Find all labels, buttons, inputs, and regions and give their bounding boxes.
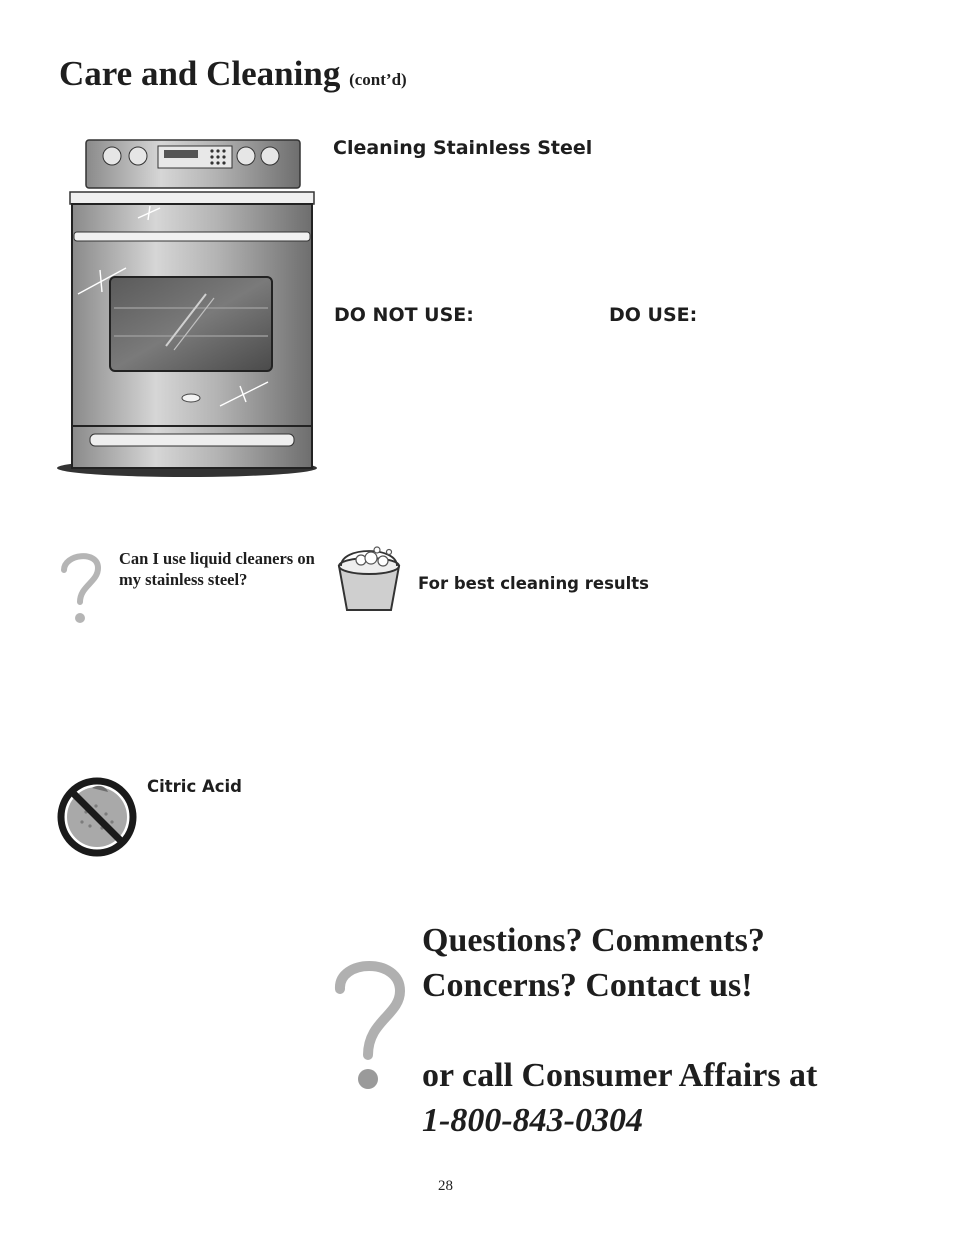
page-title [59, 54, 407, 94]
best-cleaning-results-label: For best cleaning results [418, 574, 649, 593]
do-use-label: DO USE: [609, 304, 698, 326]
no-citrus-icon [56, 776, 138, 858]
page-title-suffix: (cont’d) [349, 70, 407, 89]
question-mark-icon [58, 548, 104, 628]
contact-line-concerns: Concerns? Contact us! [422, 967, 753, 1004]
stainless-steel-heading: Cleaning Stainless Steel [333, 137, 593, 159]
question-mark-icon [330, 955, 408, 1093]
page-title-text: Care and Cleaning [59, 54, 341, 93]
contact-line-call: or call Consumer Affairs at [422, 1057, 818, 1094]
contact-block [422, 918, 817, 1143]
page-number: 28 [438, 1178, 453, 1194]
range-oven-illustration [56, 136, 318, 480]
faq-question: Can I use liquid cleaners on my stainless steel? [119, 549, 315, 589]
bucket-icon [331, 542, 407, 614]
contact-line-questions: Questions? Comments? [422, 922, 765, 959]
citric-acid-label: Citric Acid [147, 777, 242, 796]
contact-spacer [422, 1008, 817, 1053]
phone-number: 1-800-843-0304 [422, 1102, 643, 1139]
do-not-use-label: DO NOT USE: [334, 304, 474, 326]
